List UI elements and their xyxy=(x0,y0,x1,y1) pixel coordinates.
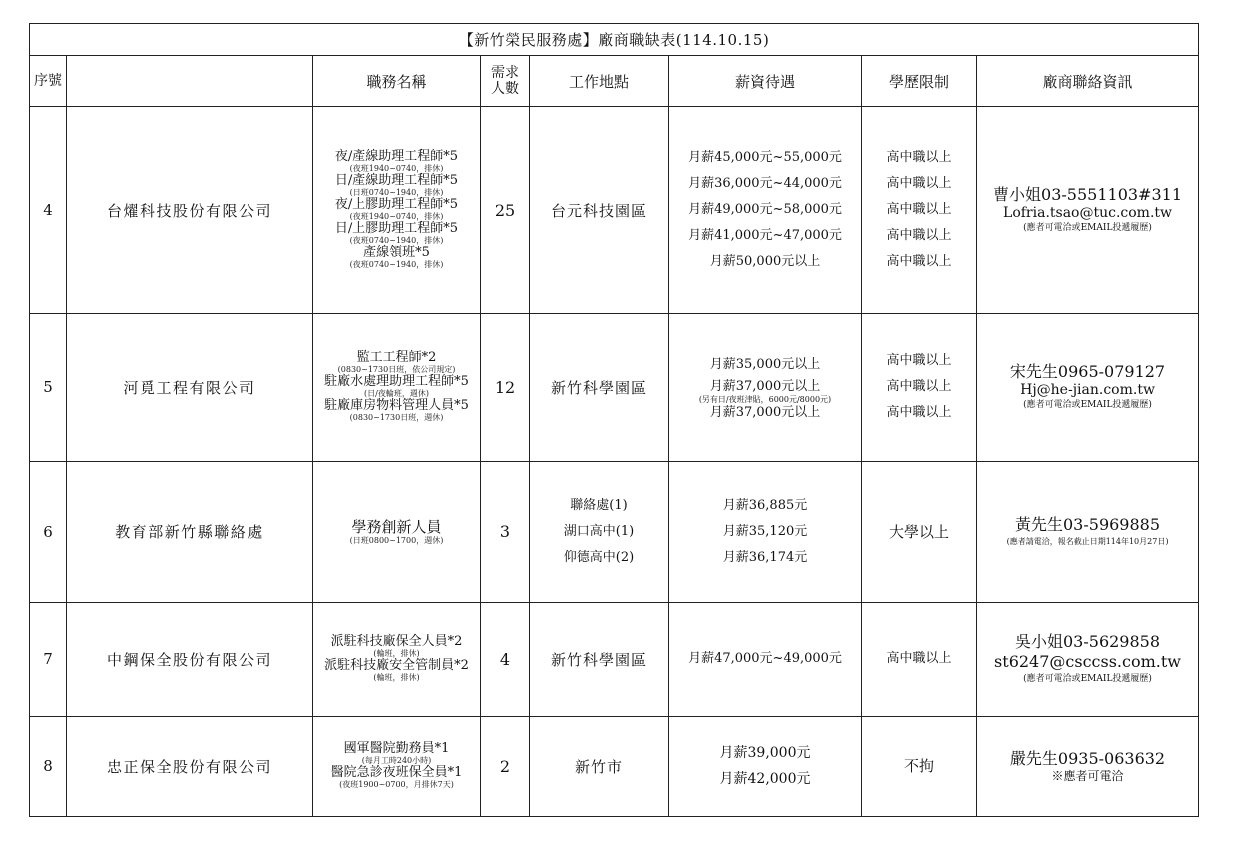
job-list xyxy=(313,602,481,716)
job-note: (夜班0740~1940，排休) xyxy=(349,236,444,246)
company-name: 河覓工程有限公司 xyxy=(67,314,313,461)
contact-note: (應者可電洽或EMAIL投遞履歷) xyxy=(1023,223,1152,234)
salary-item: 月薪41,000元~47,000元 xyxy=(688,228,842,244)
job-note: (輪班，排休) xyxy=(373,673,420,683)
contact-email: Hj@he-jian.com.tw xyxy=(1020,382,1155,399)
need-count: 12 xyxy=(481,314,530,461)
job-note: (夜班0740~1940，排休) xyxy=(349,260,444,270)
contact-info xyxy=(977,461,1199,602)
job-note: (夜班1940~0740，排休) xyxy=(349,212,444,222)
contact-note: (應者可電洽或EMAIL投遞履歷) xyxy=(1023,674,1152,685)
salary-item: 月薪35,000元以上 xyxy=(709,357,821,373)
contact-note: (應者請電洽，報名截止日期114年10月27日) xyxy=(1006,536,1169,546)
header-company xyxy=(67,56,313,107)
job-title: 夜/產線助理工程師*5 xyxy=(334,149,459,165)
job-title: 國軍醫院勤務員*1 xyxy=(343,741,450,757)
salary-item: 月薪37,000元以上 xyxy=(709,379,821,395)
salary-item: 月薪39,000元 xyxy=(719,745,811,762)
table-row xyxy=(30,461,1199,602)
salary-item: 月薪47,000元~49,000元 xyxy=(688,651,842,667)
contact-email: st6247@csccss.com.tw xyxy=(994,652,1181,672)
contact-info xyxy=(977,314,1199,461)
salary-item: 月薪36,000元~44,000元 xyxy=(688,176,842,192)
salary-item: 月薪36,885元 xyxy=(722,497,808,513)
job-note: (日班0740~1940，排休) xyxy=(349,188,444,198)
job-note: (輪班，排休) xyxy=(373,649,420,659)
contact-email: Lofria.tsao@tuc.com.tw xyxy=(1003,205,1173,222)
row-seq: 6 xyxy=(30,461,67,602)
work-location-item: 湖口高中(1) xyxy=(563,523,635,539)
contact-name-phone: 嚴先生0935-063632 xyxy=(1009,749,1166,769)
work-location: 台元科技園區 xyxy=(530,107,669,314)
table-title: 【新竹榮民服務處】廠商職缺表(114.10.15) xyxy=(30,24,1199,56)
contact-info xyxy=(977,107,1199,314)
company-name: 教育部新竹縣聯絡處 xyxy=(67,461,313,602)
job-title: 駐廠水處理助理工程師*5 xyxy=(324,374,469,390)
salary-list xyxy=(669,716,862,816)
header-education: 學歷限制 xyxy=(862,56,977,107)
education-list xyxy=(862,107,977,314)
table-row xyxy=(30,602,1199,716)
job-title: 夜/上膠助理工程師*5 xyxy=(334,197,459,213)
education-item: 高中職以上 xyxy=(886,202,952,218)
header-count: 需求人數 xyxy=(481,56,530,107)
header-location: 工作地點 xyxy=(530,56,669,107)
table-row xyxy=(30,314,1199,461)
job-list xyxy=(313,461,481,602)
job-note: (0830~1730日班，週休) xyxy=(349,413,444,423)
table-row xyxy=(30,716,1199,816)
job-note: (每月工時240小時) xyxy=(361,756,432,766)
salary-item: 月薪36,174元 xyxy=(722,549,808,565)
header-salary: 薪資待遇 xyxy=(669,56,862,107)
job-note: (夜班1900~0700，月排休7天) xyxy=(339,780,454,790)
table-row xyxy=(30,107,1199,314)
education-item: 不拘 xyxy=(903,757,934,776)
job-title: 醫院急診夜班保全員*1 xyxy=(330,765,463,781)
education-item: 大學以上 xyxy=(888,522,949,541)
job-title: 日/產線助理工程師*5 xyxy=(334,173,459,189)
education-item: 高中職以上 xyxy=(886,150,952,166)
need-count: 2 xyxy=(481,716,530,816)
job-title: 學務創新人員 xyxy=(351,517,442,536)
work-location: 新竹科學園區 xyxy=(530,314,669,461)
job-vacancy-table xyxy=(29,23,1199,817)
education-list xyxy=(862,461,977,602)
job-list xyxy=(313,107,481,314)
job-title: 派駐科技廠保全人員*2 xyxy=(330,634,463,650)
education-item: 高中職以上 xyxy=(886,176,952,192)
work-location: 新竹科學園區 xyxy=(530,602,669,716)
contact-name-phone: 曹小姐03-5551103#311 xyxy=(993,185,1183,205)
company-name: 中鋼保全股份有限公司 xyxy=(67,602,313,716)
work-location-item: 仰德高中(2) xyxy=(563,549,635,565)
contact-note: ※應者可電洽 xyxy=(1051,769,1124,784)
contact-name-phone: 黃先生03-5969885 xyxy=(1015,514,1161,534)
contact-info xyxy=(977,716,1199,816)
salary-item: 月薪42,000元 xyxy=(719,771,811,788)
header-job: 職務名稱 xyxy=(313,56,481,107)
contact-name-phone: 吳小姐03-5629858 xyxy=(1015,632,1161,652)
salary-item: 月薪50,000元以上 xyxy=(709,254,821,270)
salary-list xyxy=(669,602,862,716)
work-location-list xyxy=(530,461,669,602)
row-seq: 7 xyxy=(30,602,67,716)
salary-note: (另有日/夜班津貼，6000元/8000元) xyxy=(698,395,832,405)
education-item: 高中職以上 xyxy=(886,254,952,270)
education-list xyxy=(862,716,977,816)
work-location: 新竹市 xyxy=(530,716,669,816)
company-name: 台燿科技股份有限公司 xyxy=(67,107,313,314)
contact-name-phone: 宋先生0965-079127 xyxy=(1009,362,1166,382)
header-seq: 序號 xyxy=(30,56,67,107)
need-count: 4 xyxy=(481,602,530,716)
job-title: 派駐科技廠安全管制員*2 xyxy=(324,658,469,674)
salary-item: 月薪45,000元~55,000元 xyxy=(688,150,842,166)
job-title: 日/上膠助理工程師*5 xyxy=(334,221,459,237)
salary-list xyxy=(669,107,862,314)
need-count: 25 xyxy=(481,107,530,314)
education-item: 高中職以上 xyxy=(886,353,952,369)
job-note: (日/夜輪班，週休) xyxy=(364,389,429,399)
salary-item: 月薪49,000元~58,000元 xyxy=(688,202,842,218)
salary-item: 月薪37,000元以上 xyxy=(709,405,821,421)
row-seq: 4 xyxy=(30,107,67,314)
need-count: 3 xyxy=(481,461,530,602)
job-title: 產線領班*5 xyxy=(363,245,430,261)
job-note: (0830~1730日班，依公司規定) xyxy=(337,365,456,375)
education-item: 高中職以上 xyxy=(886,405,952,421)
contact-info xyxy=(977,602,1199,716)
education-item: 高中職以上 xyxy=(886,228,952,244)
salary-list xyxy=(669,461,862,602)
salary-list xyxy=(669,314,862,461)
row-seq: 5 xyxy=(30,314,67,461)
education-item: 高中職以上 xyxy=(886,379,952,395)
job-list xyxy=(313,716,481,816)
education-list xyxy=(862,314,977,461)
row-seq: 8 xyxy=(30,716,67,816)
job-title: 駐廠庫房物料管理人員*5 xyxy=(324,398,469,414)
work-location-item: 聯絡處(1) xyxy=(570,497,628,513)
company-name: 忠正保全股份有限公司 xyxy=(67,716,313,816)
contact-note: (應者可電洽或EMAIL投遞履歷) xyxy=(1023,400,1152,411)
job-title: 監工工程師*2 xyxy=(356,350,437,366)
education-item: 高中職以上 xyxy=(886,651,952,667)
header-contact: 廠商聯絡資訊 xyxy=(977,56,1199,107)
education-list xyxy=(862,602,977,716)
job-note: (夜班1940~0740，排休) xyxy=(349,164,444,174)
job-list xyxy=(313,314,481,461)
job-note: (日班0800~1700，週休) xyxy=(349,535,444,545)
salary-item: 月薪35,120元 xyxy=(722,523,808,539)
